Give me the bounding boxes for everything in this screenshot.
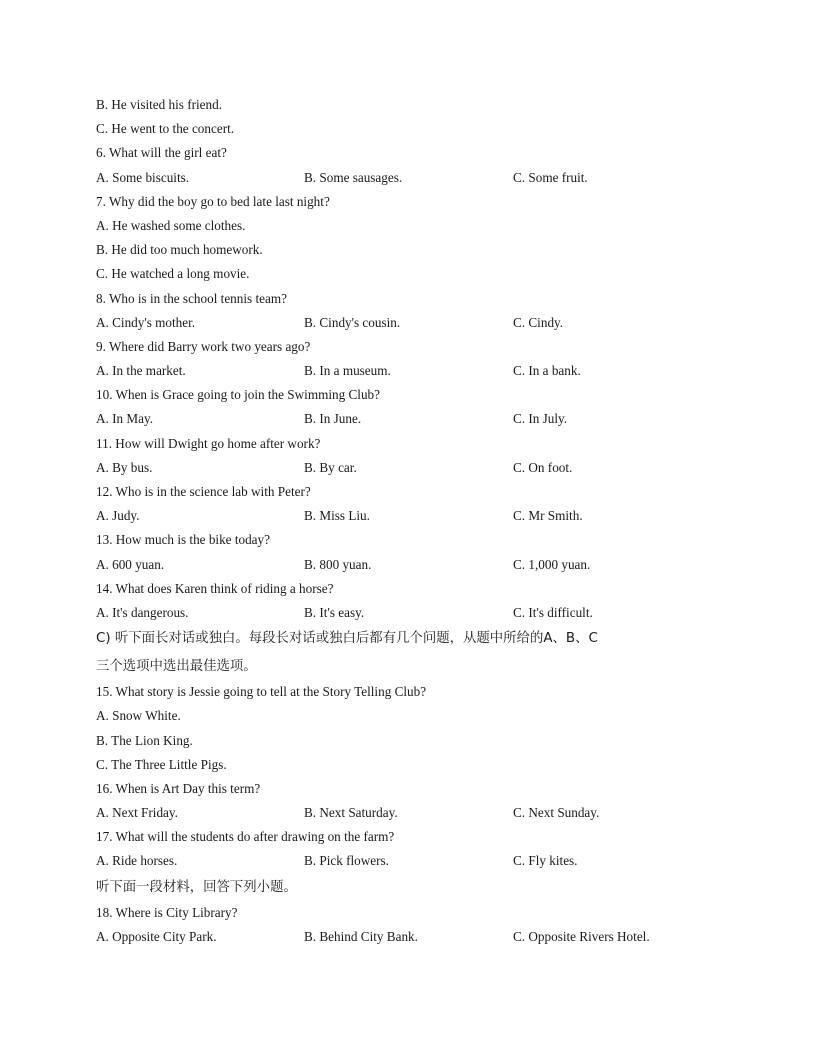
option-b: B. Behind City Bank. <box>304 929 418 945</box>
option-row <box>96 801 736 825</box>
option-c: C. Fly kites. <box>513 853 578 869</box>
text-line: C. The Three Little Pigs. <box>96 756 227 772</box>
instruction-line: 听下面一段材料，回答下列小题。 <box>96 879 297 895</box>
option-row <box>96 925 736 949</box>
option-c: C. In July. <box>513 411 568 427</box>
text-line: 11. How will Dwight go home after work? <box>96 435 321 451</box>
option-c: C. Some fruit. <box>513 169 588 185</box>
text-line: 16. When is Art Day this term? <box>96 780 261 796</box>
option-b: B. Next Saturday. <box>304 805 398 821</box>
option-c: C. Next Sunday. <box>513 805 600 821</box>
option-row <box>96 407 736 431</box>
option-c: C. Cindy. <box>513 314 564 330</box>
text-line: 14. What does Karen think of riding a horse? <box>96 580 334 596</box>
instruction-line: C) 听下面长对话或独白。每段长对话或独白后都有几个问题，从题中所给的A、B、C <box>96 631 598 647</box>
option-b: B. Miss Liu. <box>304 508 370 524</box>
text-line: A. Snow White. <box>96 708 181 724</box>
text-line: B. The Lion King. <box>96 732 193 748</box>
text-line: A. He washed some clothes. <box>96 217 246 233</box>
option-b: B. Pick flowers. <box>304 853 389 869</box>
text-line: 6. What will the girl eat? <box>96 145 227 161</box>
text-line: 7. Why did the boy go to bed late last night? <box>96 193 330 209</box>
text-line: 13. How much is the bike today? <box>96 532 270 548</box>
option-row <box>96 456 736 480</box>
option-a: A. By bus. <box>96 459 153 475</box>
option-c: C. It's difficult. <box>513 604 593 620</box>
text-line: B. He visited his friend. <box>96 97 222 112</box>
option-a: A. Next Friday. <box>96 805 178 821</box>
option-a: A. Cindy's mother. <box>96 314 196 330</box>
text-line: 17. What will the students do after drawing on the farm? <box>96 829 395 845</box>
text-line: B. He did too much homework. <box>96 242 263 258</box>
option-b: B. In a museum. <box>304 363 391 379</box>
document-page <box>96 93 736 950</box>
text-line: 15. What story is Jessie going to tell at the Story Telling Club? <box>96 684 427 700</box>
option-c: C. On foot. <box>513 459 573 475</box>
option-a: A. Judy. <box>96 508 140 524</box>
option-row <box>96 166 736 190</box>
option-a: A. Some biscuits. <box>96 169 190 185</box>
option-a: A. 600 yuan. <box>96 556 165 572</box>
option-a: A. In the market. <box>96 363 186 379</box>
option-c: C. In a bank. <box>513 363 581 379</box>
text-line: 8. Who is in the school tennis team? <box>96 290 287 306</box>
option-a: A. In May. <box>96 411 154 427</box>
option-c: C. 1,000 yuan. <box>513 556 591 572</box>
option-b: B. 800 yuan. <box>304 556 372 572</box>
option-b: B. Some sausages. <box>304 169 403 185</box>
option-row <box>96 553 736 577</box>
text-line: 10. When is Grace going to join the Swimming Club? <box>96 387 380 403</box>
instruction-line: 三个选项中选出最佳选项。 <box>96 658 257 674</box>
text-line: C. He went to the concert. <box>96 121 235 137</box>
option-a: A. Ride horses. <box>96 853 178 869</box>
option-c: C. Opposite Rivers Hotel. <box>513 929 650 945</box>
option-row <box>96 504 736 528</box>
option-b: B. It's easy. <box>304 604 365 620</box>
option-b: B. By car. <box>304 459 357 475</box>
text-line: 12. Who is in the science lab with Peter? <box>96 484 311 499</box>
option-row <box>96 601 736 625</box>
option-row <box>96 311 736 335</box>
option-row <box>96 359 736 383</box>
option-a: A. Opposite City Park. <box>96 929 217 945</box>
text-line: 18. Where is City Library? <box>96 905 238 921</box>
option-b: B. In June. <box>304 411 362 427</box>
option-a: A. It's dangerous. <box>96 604 189 620</box>
option-row <box>96 849 736 873</box>
text-line: 9. Where did Barry work two years ago? <box>96 338 311 354</box>
option-b: B. Cindy's cousin. <box>304 314 401 330</box>
option-c: C. Mr Smith. <box>513 508 583 524</box>
text-line: C. He watched a long movie. <box>96 266 250 282</box>
